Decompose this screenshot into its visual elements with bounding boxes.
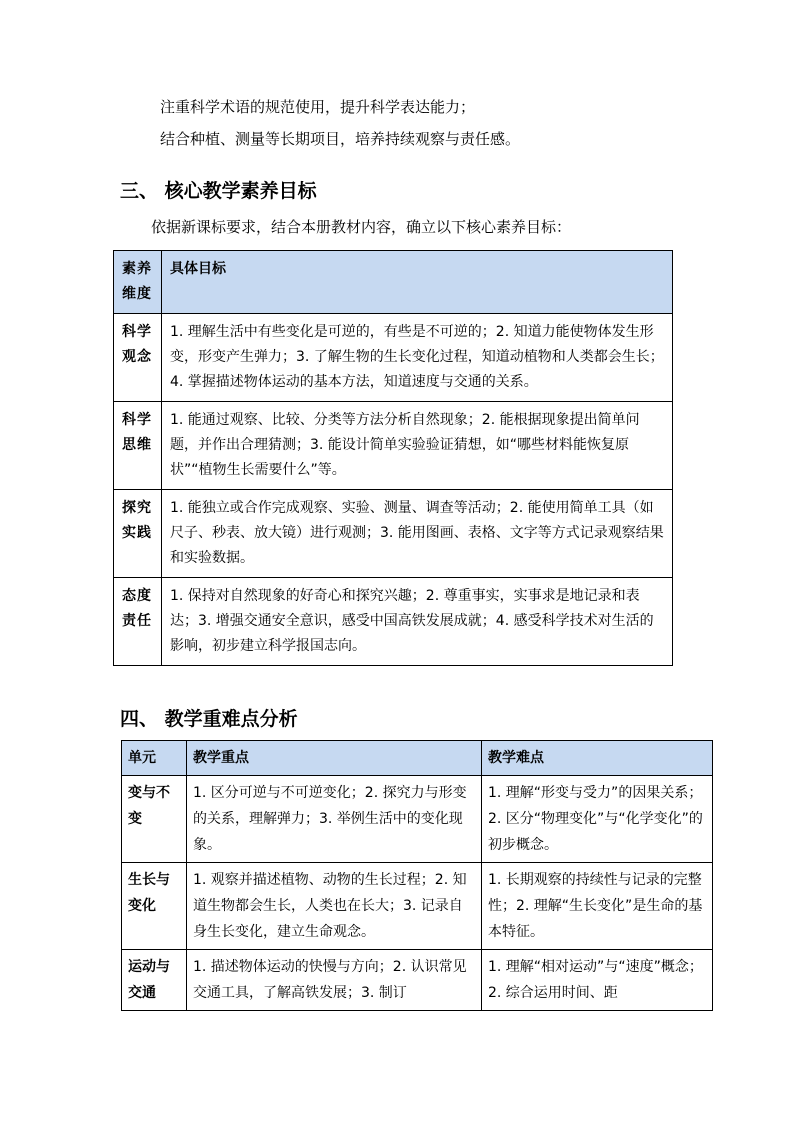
unit-cell: 变与不变 [122, 776, 187, 863]
difficulty-cell: 1. 理解“相对运动”与“速度”概念；2. 综合运用时间、距 [482, 950, 713, 1011]
section4-heading: 四、 教学重难点分析 [120, 708, 298, 730]
key-difficulty-table [121, 740, 713, 1011]
dimension-cell: 探究实践 [114, 490, 162, 578]
goal-cell: 1. 保持对自然现象的好奇心和探究兴趣；2. 尊重事实，实事求是地记录和表达；3. 增强交通安全意识，感受中国高铁发展成就；4. 感受科学技术对生活的影响，初步建立科学报国志向。 [162, 578, 673, 666]
header-difficulty: 教学难点 [482, 741, 713, 776]
table-row [122, 950, 713, 1011]
table-row [122, 863, 713, 950]
header-key: 教学重点 [187, 741, 482, 776]
dimension-cell: 态度责任 [114, 578, 162, 666]
table-header-row [122, 741, 713, 776]
table-row [114, 490, 673, 578]
header-dimension: 素养维度 [114, 251, 162, 314]
difficulty-cell: 1. 长期观察的持续性与记录的完整性；2. 理解“生长变化”是生命的基本特征。 [482, 863, 713, 950]
core-literacy-table [113, 250, 673, 666]
section3-heading: 三、 核心教学素养目标 [120, 180, 317, 202]
header-goal: 具体目标 [162, 251, 673, 314]
goal-cell: 1. 理解生活中有些变化是可逆的，有些是不可逆的；2. 知道力能使物体发生形变，形变产生弹力；3. 了解生物的生长变化过程，知道动植物和人类都会生长；4. 掌握描述物体运动的基本方法，知道速度与交通的关系。 [162, 314, 673, 402]
section3-intro: 依据新课标要求，结合本册教材内容，确立以下核心素养目标： [151, 218, 572, 236]
goal-cell: 1. 能通过观察、比较、分类等方法分析自然现象；2. 能根据现象提出简单问题，并作出合理猜测；3. 能设计简单实验验证猜想，如“哪些材料能恢复原状”“植物生长需要什么”等。 [162, 402, 673, 490]
dimension-cell: 科学观念 [114, 314, 162, 402]
unit-cell: 运动与交通 [122, 950, 187, 1011]
dimension-cell: 科学思维 [114, 402, 162, 490]
key-cell: 1. 区分可逆与不可逆变化；2. 探究力与形变的关系，理解弹力；3. 举例生活中的变化现象。 [187, 776, 482, 863]
table-row [114, 578, 673, 666]
header-unit: 单元 [122, 741, 187, 776]
key-cell: 1. 观察并描述植物、动物的生长过程；2. 知道生物都会生长，人类也在长大；3. 记录自身生长变化，建立生命观念。 [187, 863, 482, 950]
goal-cell: 1. 能独立或合作完成观察、实验、测量、调查等活动；2. 能使用简单工具（如尺子、秒表、放大镜）进行观测；3. 能用图画、表格、文字等方式记录观察结果和实验数据。 [162, 490, 673, 578]
difficulty-cell: 1. 理解“形变与受力”的因果关系；2. 区分“物理变化”与“化学变化”的初步概念。 [482, 776, 713, 863]
table-row [114, 314, 673, 402]
key-cell: 1. 描述物体运动的快慢与方向；2. 认识常见交通工具，了解高铁发展；3. 制订 [187, 950, 482, 1011]
intro-line-1: 注重科学术语的规范使用，提升科学表达能力； [160, 98, 476, 116]
table-row [122, 776, 713, 863]
unit-cell: 生长与变化 [122, 863, 187, 950]
table-row [114, 402, 673, 490]
table-header-row [114, 251, 673, 314]
intro-line-2: 结合种植、测量等长期项目，培养持续观察与责任感。 [160, 130, 521, 148]
